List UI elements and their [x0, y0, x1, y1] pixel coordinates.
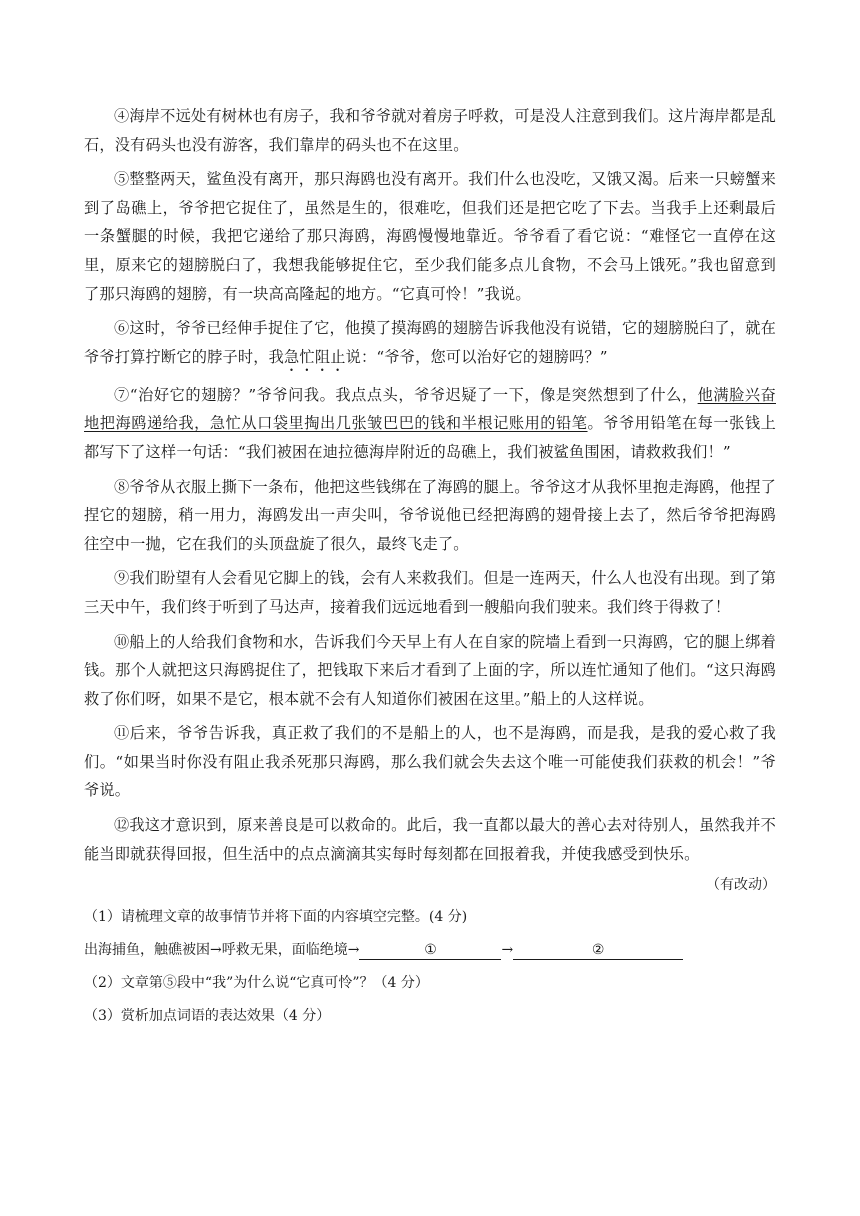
answer-blank-1[interactable]: ①	[359, 941, 501, 960]
document-page	[84, 102, 776, 1038]
answer-blank-2[interactable]: ②	[513, 941, 683, 960]
paragraph-9: ⑨我们盼望有人会看见它脚上的钱，会有人来救我们。但是一连两天，什么人也没有出现。到了第三天中午，我们终于听到了马达声，接着我们远远地看到一艘船向我们驶来。我们终于得救了！	[84, 569, 776, 616]
paragraph-6-text-a: ⑥这时，爷爷已经伸手捉住了它，他摸了摸海鸥的翅膀告诉我他没有说错，它的翅膀脱臼了，就在爷爷打算拧断它的脖子时，我	[84, 319, 776, 366]
paragraph-8: ⑧爷爷从衣服上撕下一条布，他把这些钱绑在了海鸥的腿上。爷爷这才从我怀里抱走海鸥，他捏了捏它的翅膀，稍一用力，海鸥发出一声尖叫，爷爷说他已经把海鸥的翅骨接上去了，然后爷爷把海鸥往空中一抛，它在我们的头顶盘旋了很久，最终飞走了。	[84, 477, 776, 553]
paragraph-4: ④海岸不远处有树林也有房子，我和爷爷就对着房子呼救，可是没人注意到我们。这片海岸都是乱石，没有码头也没有游客，我们靠岸的码头也不在这里。	[84, 107, 776, 154]
paragraph-7-text-b: 。爷爷用铅笔在每一张钱上都写下了这样一句话：“我们被困在迪拉德海岸附近的岛礁上，我们被鲨鱼围困，请救救我们！”	[84, 414, 777, 461]
paragraph-12: ⑫我这才意识到，原来善良是可以救命的。此后，我一直都以最大的善心去对待别人，虽然我并不能当即就获得回报，但生活中的点点滴滴其实每时每刻都在回报着我，并使我感受到快乐。	[84, 816, 776, 863]
paragraph-5: ⑤整整两天，鲨鱼没有离开，那只海鸥也没有离开。我们什么也没吃，又饿又渴。后来一只螃蟹来到了岛礁上，爷爷把它捉住了，虽然是生的，很难吃，但我们还是把它吃了下去。当我手上还剩最后一条蟹腿的时候，我把它递给了那只海鸥，海鸥慢慢地靠近。爷爷看了看它说：“难怪它一直停在这里，原来它的翅膀脱臼了，我想我能够捉住它，至少我们能多点儿食物，不会马上饿死。”我也留意到了那只海鸥的翅膀，有一块高高隆起的地方。“它真可怜！”我说。	[84, 170, 776, 303]
source-note: （有改动）	[706, 877, 776, 894]
paragraph-7	[84, 381, 776, 467]
question-2: （2）文章第⑤段中“我”为什么说“它真可怜”？（4 分）	[84, 975, 429, 992]
paragraph-7-text-a: ⑦“治好它的翅膀？”爷爷问我。我点点头，爷爷迟疑了一下，像是突然想到了什么，	[114, 385, 698, 404]
underlined-sentence: 他满脸兴奋地把海鸥递给我，急忙从口袋里掏出几张皱巴巴的钱和半根记账用的铅笔	[84, 385, 776, 433]
plot-chain-text: 出海捕鱼，触礁被困→呼救无果，面临绝境→	[84, 942, 360, 959]
paragraph-10: ⑩船上的人给我们食物和水，告诉我们今天早上有人在自家的院墙上看到一只海鸥，它的腿上绑着钱。那个人就把这只海鸥捉住了，把钱取下来后才看到了上面的字，所以连忙通知了他们。“这只海鸥救了你们呀，如果不是它，根本就不会有人知道你们被困在这里。”船上的人这样说。	[84, 632, 776, 708]
question-1-chain	[84, 939, 776, 961]
question-1: （1）请梳理文章的故事情节并将下面的内容填空完整。(4 分)	[84, 909, 468, 926]
emphasized-words: 急忙阻止	[284, 347, 346, 366]
paragraph-6	[84, 314, 776, 375]
paragraph-11: ⑪后来，爷爷告诉我，真正救了我们的不是船上的人，也不是海鸥，而是我，是我的爱心救了我们。“如果当时你没有阻止我杀死那只海鸥，那么我们就会失去这个唯一可能使我们获救的机会！”爷爷说。	[84, 724, 776, 800]
arrow: →	[501, 942, 514, 959]
paragraph-6-text-b: 说：“爷爷，您可以治好它的翅膀吗？”	[345, 347, 608, 366]
question-3: （3）赏析加点词语的表达效果（4 分）	[84, 1008, 331, 1025]
